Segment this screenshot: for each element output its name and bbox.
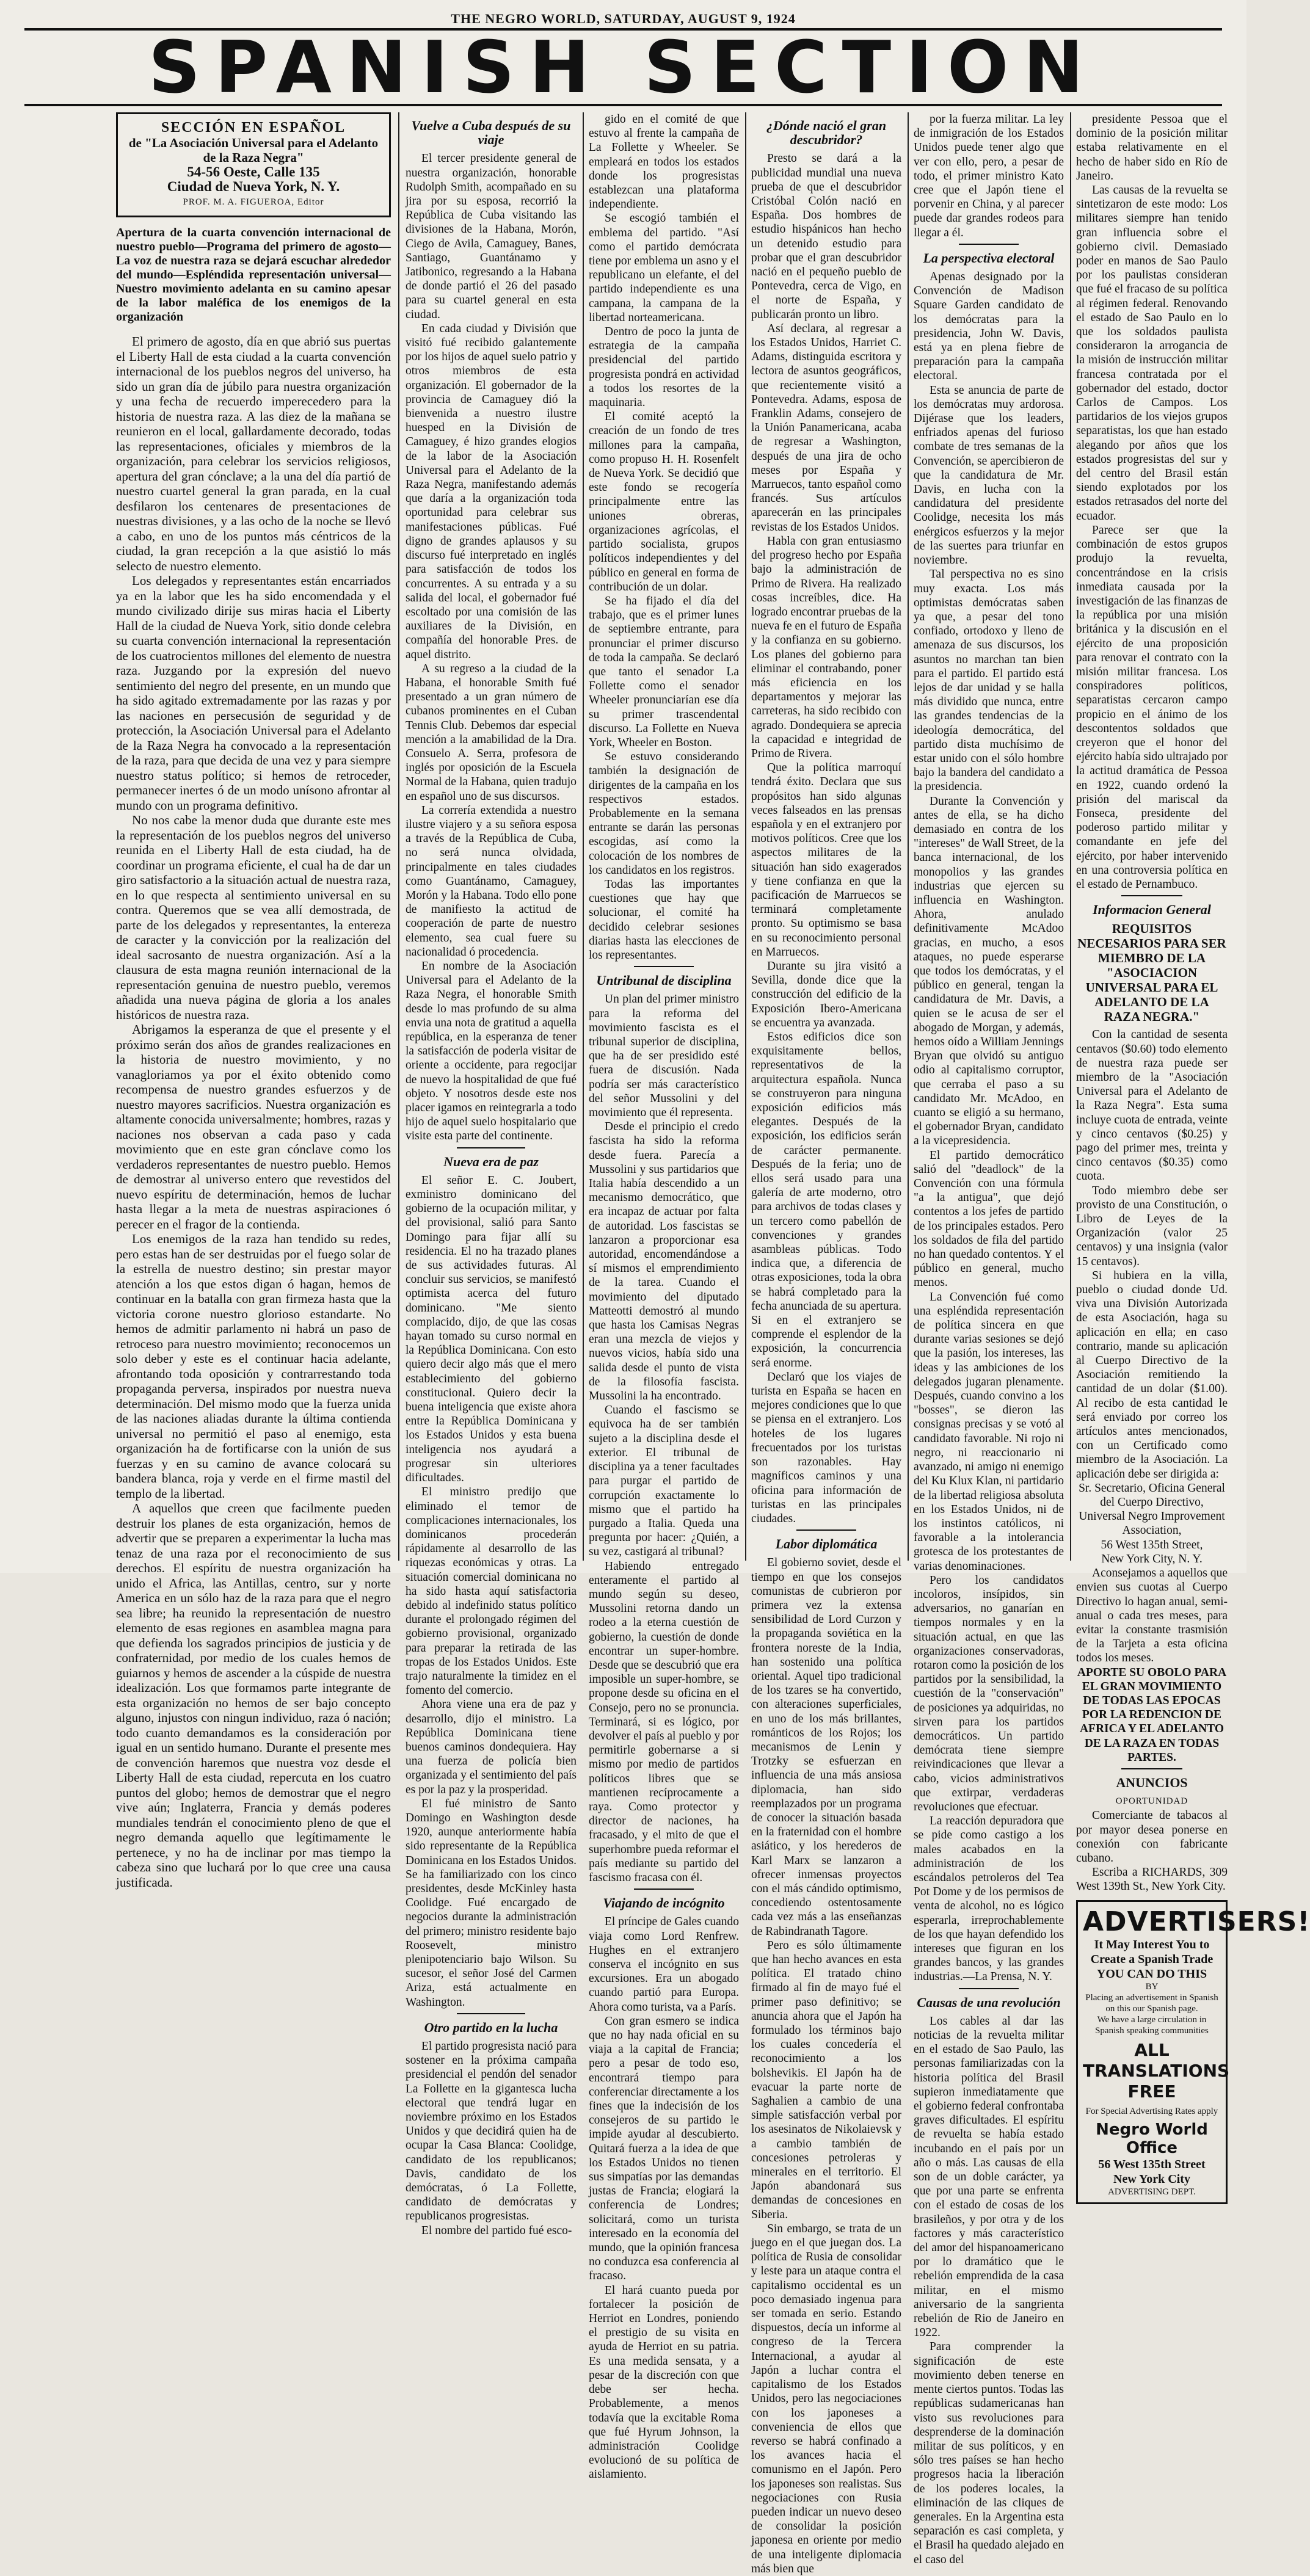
paragraph: Aconsejamos a aquellos que envien sus cuotas al Cuerpo Directivo lo hagan anual, semi-anual o cada tres meses, para evitar la constante trasmisión de la Tarjeta a esta oficina todos los meses. [1076,1567,1228,1665]
lead-paragraph: Abrigamos la esperanza de que el presente y el próximo serán dos años de grandes realizaciones en la historia de nuestro movimiento, y no vanagloriamos ya por el éxito obtenido como recompensa de nuestro grandes esfuerzos y de nuestro mayores sacrificios. Nuestra organización es altamente conocida universalmente; hombres, razas y naciones nos observan a cada paso y cada movimiento que en este gran cónclave como los verdaderos representantes de nuestro pueblo. Hemos de demostrar al universo entero que revestidos del nuevo espíritu de determinación, hemos de luchar hasta llegar a la meta de nuestras aspiraciones ó perecer en el fragor de la contienda. [116,1022,391,1232]
article-separator [634,1888,694,1890]
masthead-editor: PROF. M. A. FIGUEROA, Editor [183,197,324,207]
article-headline: Causas de una revolución [917,1994,1061,2010]
paragraph: Declaró que los viajes de turista en España se hacen en mejores condiciones que lo que se piensa en el extranjero. Los hoteles de los lugares frecuentados por los turistas son razonables. Hay magníficos caminos y una oficina para información de turistas en las principales ciudades. [751,1370,901,1525]
column-rule [583,112,584,1561]
lead-paragraph: Los delegados y representantes están encarriados ya en la labor que les ha sido encomendada y el mundo civilizado dirije sus miras hacia el Liberty Hall de la ciudad de Nueva York, sitio donde celebra su cuarta convención internacional la representación de los cuatrocientos millones del elemento de nuestra raza. Juzgando por la expresión del nuevo sentimiento del negro del presente, en un mundo que ha sido agitado extremadamente por las razas y por las naciones en persecusión de seguridad y de protección, la Asociación Universal para el Adelanto de la Raza Negra ha convocado a la representación de la raza, para que decida de una vez y para siempre nuestro status político; si hemos de retroceder, permanecer inertes ó de un modo unísono afrontar al mundo con un programa definitivo. [116,573,391,813]
article-separator [959,1988,1019,1989]
ad-line: BY [1145,1981,1159,1992]
column-4 [751,112,901,2575]
paragraph: Se escogió también el emblema del partido. "Así como el partido demócrata tiene por emblema un asno y el republicano un elefante, el del partido independiente es una campana, la campana de la libertad norteamericana. [589,212,739,324]
paragraph: Dentro de poco la junta de estrategia de la campaña presidencial del partido progresista pondrá en actividad a todos los resortes de la maquinaria. [589,325,739,410]
column-6 [1076,112,1310,2197]
column-3 [589,112,739,2481]
lead-paragraph: A aquellos que creen que facilmente pueden destruir los planes de esta organización, hemos de advertir que se preparen a experimentar la lucha mas tenaz de una raza por el reconocimiento de sus derechos. El espíritu de nuestra organización ha unido el Africa, las Antillas, centro, sur y norte America en un sólo haz de la raza para que el negro sea libre; ha reunido la representación de nuestro elemento de esas regiones en asamblea magna para que defienda los sagrados principios de justicia y de confraternidad, por medio de los cuales hemos de guiarnos y hemos de ascender a la cúspide de nuestra idealización. Los que formamos parte integrante de esta organización no hemos de ser bajo concepto alguno, injustos con ningun individuo, raza ó nación; todo cuanto demandamos es la consideración por igual en un sentido humano. Durante el presente mes de convención haremos que nuestra voz desde el Liberty Hall de esta ciudad, repercuta en los cuatro puntos del globo; hemos de demostrar que el negro vive aún; Inglaterra, Francia y demás poderes mundiales tendrán el conocimiento pleno de que el negro demanda aquello que legítimamente le pertenece, y no ha de inclinar por mas tiempo la cabeza sino que luchará por lo que cree una causa justificada. [116,1501,391,1890]
paragraph: Tal perspectiva no es sino muy exacta. Los más optimistas demócratas saben ya que, a pesar del tono confiado, ortodoxo y lleno de amenaza de sus discursos, los asuntos no marchan tan bien para el partido. El partido está lejos de dar unidad y se halla más dividido que nunca, entre las grandes tendencias de la ideología democrática, del partido dista muchísimo de estar unido con el sólo hombre bajo la bandera del candidato a la presidencia. [914,568,1064,794]
masthead-address: 54-56 Oeste, Calle 135 [187,164,320,180]
address-line: Universal Negro Improvement Association, [1079,1510,1225,1537]
lead-paragraph: El primero de agosto, día en que abrió sus puertas el Liberty Hall de esta ciudad a la cuarta convención internacional de los pueblos negros del universo, ha sido un gran día de júbilo para nuestra organización y una fecha de recuerdo imperecedero para la historia de nuestra raza. A las diez de la mañana se reunieron en el local, gallardamente decorado, todas las representaciones, oficiales y miembros de la organización, para celebrar los servicios religiosos, apertura del gran cónclave; a la una del día partió de nuestro cuartel general la gran parada, en la cual desfilaron los centenares de presentaciones de nuestras divisiones, y a las ocho de la noche se llevó a cabo, en uno de los puntos más céntricos de la ciudad, la gran recepción a la que asistió lo más selecto de nuestro elemento. [116,334,391,573]
paragraph: Pero los candidatos incoloros, insípidos, sin adversarios, no ganarían en tiempos normales y en la situación actual, en que las organizaciones conservadoras, rotaron como la posición de los partidos por la sensibilidad, la cuestión de la "conservación" de posiciones ya adquiridas, no sirven para los partidos democráticos. Un partido demócrata tiene siempre reivindicaciones que llevar a cabo, vicios administrativos que extirpar, verdaderas revoluciones que efectuar. [914,1573,1064,1813]
paragraph: Que la política marroquí tendrá éxito. Declara que sus propósitos han sido algunas veces falseados en las prensas española y en el extranjero por motivos políticos. Cree que los aspectos militares de la situación han sido exagerados y tiene confianza en que la pacificación de Marruecos se terminará completamente pronto. Su optimismo se basa en su reconocimiento personal en Marruecos. [751,761,901,959]
paragraph: Todo miembro debe ser provisto de una Constitución, o Libro de Leyes de la Organización (valor 25 centavos) y una insignia (valor 15 centavos). [1076,1184,1228,1268]
masthead-city: Ciudad de Nueva York, N. Y. [167,179,340,194]
ad-office: Negro World Office [1096,2120,1208,2157]
paragraph: Con gran esmero se indica que no hay nada oficial en su viaja a la capital de Francia; pero a pesar de todo eso, encontrará tiempo para conferenciar directamente a los fines que la indecisión de los consejeros de su partido le impide ayudar al descubierto. Quitará fuerza a la idea de que los Estados Unidos no tienen sus simpatías por las demandas justas de Francia; elogiará la conferencia de Londres; solicitará, como un turista interesado en la economía del mundo, que la opinión francesa no conduzca esa conferencia al fracaso. [589,2014,739,2283]
paragraph: Habiendo entregado enteramente el partido al mundo según su deseo, Mussolini retorna dando un rodeo a la eterna cuestión de gobierno, la cuestión de donde encontrar un super-hombre. Desde que se descubrió que era imposible un super-hombre, se propone desde su oficina en el Consejo, pero no se pronuncia. Terminará, si es lógico, por devolver el país al pueblo y por permitirle gobernarse a si mismo por medio de partidos políticos libres que se mantienen recíprocamente a raya. Como protector y director de naciones, ha fracasado, y el mito de que el superhombre pueda reformar el país mediante su partido del fascismo fracasa con él. [589,1559,739,1884]
paragraph: Se estuvo considerando también la designación de dirigentes de la campaña en los respectivos estados. Probablemente en la semana entrante se darán las personas escogidas, así como la colocación de los nombres de los candidatos en los registros. [589,750,739,877]
ads-subheadline: OPORTUNIDAD [1115,1796,1188,1807]
classified-ad: Comerciante de tabacos al por mayor desea ponerse en conexión con fabricante cubano. [1076,1809,1228,1865]
article-headline: ¿Dónde nació el gran descubridor? [766,118,887,148]
appeal-text: APORTE SU OBOLO PARA EL GRAN MOVIMIENTO DE TODAS LAS EPOCAS POR LA REDENCION DE AFRICA Y EL ADELANTO DE LA RAZA EN TODAS PARTES. [1077,1666,1227,1764]
banner-title: SPANISH SECTION [148,25,1099,109]
ad-line: YOU CAN DO THIS [1096,1967,1207,1981]
paragraph: En cada ciudad y División que visitó fué recibido galantemente por los hijos de aquel suelo patrio y otros miembros de esta organización. El gobernador de la provincia de Camaguey dió la bienvenida a nuestro ilustre huesped en la División de Camaguey, é hizo grandes elogios de la labor de la Asociación Universal para el Adelanto de la Raza Negra, manifestando además que daría a la organización toda oportunidad para celebrar sus manifestaciones públicas. Fué digno de grandes aplausos y su discurso fué interpretado en inglés para satisfacción de todos los concurrentes. A su entrada y a su salida del local, el gobernador fué escoltado por una comisión de las auxiliares de la División, en compañía del honorable Pres. de aquel distrito. [406,322,577,661]
paragraph: Las causas de la revuelta se sintetizaron de este modo: Los militares siempre han tenido gran influencia sobre el gobierno civil. Demasiado poder en manos de Sao Paulo por los paulistas consideran que fué el fracaso de su política al régimen federal. Renovando el estado de Sao Paulo en lo que los soldados paulista consideraron la arrogancia de la misión de instrucción militar francesa contratada por el gobernador del estado, doctor Carlos de Campos. Los partidarios de los viejos grupos separatistas, los que han estado alegando por años que los estados progresistas del sur y del centro del Brasil están siendo explotados por los estados retrasados del norte del ecuador. [1076,184,1228,523]
paragraph: presidente Pessoa que el dominio de la posición militar estaba relativamente en el hecho de haber sido en Río de Janeiro. [1076,113,1228,183]
article-separator [1121,1768,1182,1769]
masthead-title: SECCIÓN EN ESPAÑOL [161,120,346,136]
column-5 [914,112,1064,2566]
paragraph: El gobierno soviet, desde el tiempo en que los consejos comunistas de cubrieron por primera vez la extensa sensibilidad de Lord Curzon y la propaganda soviética en la frontera noreste de la India, han sostenido una política oriental. Aquel tipo tradicional de los tzares se ha convertido, con alteraciones superficiales, en uno de los más brillantes, románticos de los Rojos; los mecanismos de Lenin y Trotzky se esfuerzan en influencia de una más ansiosa diplomacia, han sido reemplazados por un programa de conocer la situación basada en la fraternidad con el hombre asiático, y los herederos de Karl Marx se lanzaron a ofrecer inmensas proyectos con el más cándido optimismo, concediendo ostentosamente cada vez más a las enseñanzas de Rabindranath Tagore. [751,1556,901,1938]
ad-line: ADVERTISING DEPT. [1108,2186,1196,2197]
article-headline: Informacion General [1093,902,1211,918]
address-line: New York City, N. Y. [1101,1552,1203,1566]
paragraph: El fué ministro de Santo Domingo en Washington desde 1920, aunque anteriormente había sido representante de la República Dominicana en los Estados Unidos. Se ha familiarizado con los cinco presidentes, desde McKinley hasta Coolidge. Fué encargado de negocios durante la administración del primero; ministro residente bajo Roosevelt, ministro plenipotenciario bajo Wilson. Su sucesor, el señor José del Carmen Ariza, está actualmente en Washington. [406,1797,577,2009]
article-headline: Nueva era de paz [443,1153,539,1169]
paragraph: La reacción depuradora que se pide como castigo a los males acabados en la administración de los escándalos petroleros del Tea Pot Dome y de los permisos de venta de alcohol, no es lógico esperarla, irreprochablemente de los que hayan defendido los intereses que figuran en los grandes bancos, y las grandes industrias.—La Prensa, N. Y. [914,1815,1064,1984]
paragraph: El ministro predijo que eliminado el temor de complicaciones internacionales, los dominicanos procederán rápidamente al desarrollo de las riquezas económicas y otras. La situación comercial dominicana no ha sido hasta aquí satisfactoria debido al indefinido status político durante el prolongado régimen del gobierno provisional, organizado para preparar la retirada de las tropas de los Estados Unidos. Este trajo naturalmente la timidez en el fomento del comercio. [406,1486,577,1697]
advertisers-box [1076,1900,1310,2204]
paragraph: El partido progresista nació para sostener en la próxima campaña presidencial el pendón del senador La Follette en la gigantesca lucha electoral que tendrá lugar en noviembre próximo en los Estados Unidos y que decidirá quien ha de ocupar la Casa Blanca: Coolidge, candidato de los republicanos; Davis, candidato de los demócratas, ó La Follette, candidato de demócratas y republicanos progresistas. [406,2040,577,2223]
column-rule [1070,112,1071,1561]
paragraph: El hará cuanto pueda por fortalecer la posición de Herriot en Londres, poniendo el prestigio de su visita en ayuda de Herriot en su patria. Es una medida sensata, y a pesar de la discreción con que debe ser hecha. Probablemente, a menos todavía que la excitable Roma que fué Hyrum Johnson, la administración Coolidge evolucionó de su política de aislamiento. [589,2284,739,2481]
masthead-org: de "La Asociación Universal para el Adelanto de la Raza Negra" [128,135,379,165]
paragraph: Estos edificios dice son exquisitamente bellos, representativos de la arquitectura española. Nunca se construyeron para ninguna exposición edificios más elegantes. Después de la exposición, los edificios serán de carácter permanente. Después de la feria; uno de ellos será usado para una galería de arte moderno, otro para archivos de todas clases y un tercero como pabellón de convenciones y grandes asambleas públicas. Todo indica que, a diferencia de otras exposiciones, toda la obra se habrá completado para la fecha anunciada de su apertura. Si en el extranjero se comprende el esplendor de la exposición, la concurrencia será enorme. [751,1031,901,1370]
paragraph: Pero es sólo últimamente que han hecho avances en esta política. El tratado chino firmado al fin de mayo fué el primer paso definitivo; se anuncia ahora que el Japón ha formulado los términos bajo los cuales concedería el reconocimiento a los bolshevikis. El Japón ha de evacuar la parte norte de Saghalien a cambio de una simple satisfacción verbal por los asesinatos de Nikolaievsk y a cambio también de concesiones petroleras y minerales en el territorio. El Japón abandonará sus demandas de concesiones en Siberia. [751,1939,901,2221]
paragraph: A su regreso a la ciudad de la Habana, el honorable Smith fué presentado a un gran número de cubanos prominentes en el Cuban Tennis Club. Debemos dar especial mención a la amabilidad de la Dra. Consuelo A. Serra, profesora de inglés por oposición de la Escuela Normal de la Habana, quien tradujo en español uno de sus discursos. [406,662,577,803]
paragraph: Ahora viene una era de paz y desarrollo, dijo el ministro. La República Dominicana tiene buenos caminos dondequiera. Hay una fuerza de policía bien organizada y el sentimiento del país es por la paz y la prosperidad. [406,1698,577,1796]
paragraph: Un plan del primer ministro para la reforma del movimiento fascista es el tribunal superior de disciplina, que ha de ser presidido esté fuera de discusión. Nada podría ser más característico del señor Mussolini y del movimiento que él representa. [589,993,739,1120]
article-separator [457,2013,525,2014]
paragraph: Durante la Convención y antes de ella, se ha dicho demasiado en contra de los "intereses" de Wall Street, de la banca internacional, de los monopolios y las grandes industrias que ejercen su influencia en Washington. Ahora, anulado definitivamente McAdoo gracias, en mucho, a esos ataques, no puede esperarse que todos los demócratas, y el público en general, tengan la candidatura de Mr. Davis, a quien se le acusa de ser el abogado de Morgan, y además, hemos oído a William Jennings Bryan que olvidó su antiguo odio al capitalismo corruptor, que cerraba el paso a su candidato Mr. McAdoo, en cuanto se eligió a su hermano, el gobernador Bryan, candidato a la vicepresidencia. [914,794,1064,1148]
paragraph: El príncipe de Gales cuando viaja como Lord Renfrew. Hughes en el extranjero conserva el incógnito en sus excursiones. Era un abogado cuando partió para Europa. Ahora como turista, va a París. [589,1915,739,2014]
paragraph: por la fuerza militar. La ley de inmigración de los Estados Unidos puede tener algo que ver con ello, pero, a pesar de todo, el primer ministro Kato cree que el Japón tiene el porvenir en China, y al parecer puede dar grandes rodeos para llegar a él. [914,113,1064,239]
ad-line: Placing an advertisement in Spanish on this our Spanish page. [1085,1992,1218,2014]
address-line: Sr. Secretario, Oficina General del Cuerpo Directivo, [1079,1481,1225,1509]
article-headline: Vuelve a Cuba después de su viaje [411,118,571,148]
article-separator [959,244,1019,245]
paragraph: El señor E. C. Joubert, exministro dominicano del gobierno de la ocupación militar, y del provisional, salió para Santo Domingo para fijar allí su residencia. El no ha trazado planes de sus actividades futuras. Al concluir sus servicios, se manifestó optimista acerca del futuro dominicano. "Me siento complacido, dijo, de que las cosas hayan tomado su curso normal en la República Dominicana. Con esto quiero decir algo más que el mero establecimiento del gobierno constitucional. Quiero decir la buena inteligencia que existe ahora entre la República Dominicana y los Estados Unidos y esta buena inteligencia nos ayudará a progresar sin ulteriores dificultades. [406,1174,577,1485]
ad-line: 56 West 135th Street [1098,2157,1206,2171]
ad-highlight: ALL TRANSLATIONS FREE [1083,2039,1230,2102]
ad-line: We have a large circulation in Spanish speaking communities [1095,2014,1209,2036]
paragraph: Se ha fijado el día del trabajo, que es el primer lunes de septiembre entrante, para pronunciar el primer discurso de toda la campaña. Se declaró que tanto el senador La Follette como el senador Wheeler pronunciarían ese día su primer trascendental discurso. La Follette en Nueva York, Wheeler en Boston. [589,594,739,749]
paragraph: Sin embargo, se trata de un juego en el que juegan dos. La política de Rusia de consolidar y leste para un ataque contra el capitalismo occidental es un poco demasiado ingenua para ser tomada en serio. Estando dispuestos, decía un informe al congreso de la Tercera Internacional, a ayudar al Japón a luchar contra el capitalismo de los Estados Unidos, pero las negociaciones con los japoneses a conveniencia de ellos que reverso se habrá confinado a los avances hacia el comunismo en el Japón. Pero los japoneses son realistas. Sus negociaciones con Rusia pueden indicar un nuevo deseo de consolidar la posición japonesa en oriente por medio de una inteligente diplomacia más bien que [751,2222,901,2575]
ads-headline: ANUNCIOS [1116,1774,1188,1790]
paragraph: Presto se dará a la publicidad mundial una nueva prueba de que el descubridor Cristóbal Colón nació en España. Dos hombres de estudio hispánicos han hecho un detenido estudio para probar que el gran descubridor nació en el pequeño pueblo de Pontevedra, cerca de Vigo, en el norte de España, y publicarán pronto un libro. [751,152,901,321]
paragraph: gido en el comité de que estuvo al frente la campaña de La Follette y Wheeler. Se empleará en todos los estados donde los progresistas establezcan una plataforma independiente. [589,113,739,211]
column-rule [745,112,746,1561]
ad-line: It May Interest You to Create a Spanish Trade [1090,1937,1214,1966]
article-headline: Otro partido en la lucha [424,2019,558,2035]
paragraph: El comité aceptó la creación de un fondo de tres millones para la campaña, como propuso H. H. Rosenfelt de Nueva York. Se decidió que este fondo se recogería principalmente entre las uniones obreras, organizaciones agrícolas, el partido socialista, grupos políticos independientes y del público en general en forma de contribución de un dolar. [589,410,739,593]
running-head: THE NEGRO WORLD, SATURDAY, AUGUST 9, 1924 [451,11,796,26]
article-headline: Untribunal de disciplina [596,973,732,989]
article-headline: Viajando de incógnito [603,1895,725,1911]
lead-article-column [116,112,391,1890]
column-rule [908,112,909,1561]
article-separator [634,966,694,967]
article-headline: La perspectiva electoral [923,250,1055,266]
article-separator [1121,895,1182,896]
paragraph: Para comprender la significación de este movimiento deben tenerse en mente ciertos puntos. Todas las repúblicas sudamericanas han visto sus revoluciones para desprenderse de la dominación militar de sus políticos, y en sólo tres países se han hecho progresos hacia la liberación de los poderes locales, la eliminación de las cliques de generales. En la Argentina esta separación es casi completa, y el Brasil ha quedado alejado en el caso del [914,2340,1064,2566]
column-rule [398,112,399,1561]
paragraph: Si hubiera en la villa, pueblo o ciudad donde Ud. viva una División Autorizada de esta Asociación, haga su aplicación en ella; en caso contrario, mande su aplicación al Cuerpo Directivo de la Asociación remitiendo la cantidad de un dolar ($1.00). Al recibo de esta cantidad le será enviado por correo los artículos antes mencionados, con un Certificado como miembro de la Asociación. La aplicación debe ser dirigida a: [1076,1269,1228,1481]
paragraph: El tercer presidente general de nuestra organización, honorable Rudolph Smith, acompañado en su jira por su esposa, recorrió la República de Cuba visitando las divisiones de la Habana, Morón, Ciego de Avila, Camaguey, Banes, Santiago, Guantánamo y Jatibonico, regresando a la Habana de donde partió el 26 del pasado para su cuartel general en esta ciudad. [406,152,577,321]
article-separator [796,1529,856,1531]
paragraph: Esta se anuncia de parte de los demócratas muy ardorosa. Dijérase que los leaders, enfriados apenas del furioso combate de tres semanas de la Convención, se apercibieron de que la candidatura de Mr. Davis, en lucha con la candidatura del presidente Coolidge, necesita los más enérgicos esfuerzos y la mejor de las suertes para triunfar en noviembre. [914,383,1064,567]
ad-line: For Special Advertising Rates apply [1085,2106,1218,2116]
lead-paragraph: Los enemigos de la raza han tendido su redes, pero estas han de ser destruidas por el fuego solar de la estrella de nuestro destino; sin prestar mayor atención a los que estos digan ó hagan, hemos de continuar en la batalla con gran firmeza hasta que la victoria corone nuestro glorioso estandarte. No hemos de admitir parlamento ni habrá un paso de retroceso para nuestro movimiento; reconocemos un solo deber y este es el continuar hacia adelante, afrontando toda oposición y contrarrestando toda propaganda perversa, inspirados por nuestra nueva determinación. Del mismo modo que la fuerza unida de las naciones aliadas durante la última contienda universal no permitió el paso al enemigo, esta organización ha de fortificarse con la unión de sus fuerzas y en su camino de avance colocará su bandera blanca, roja y verde en el firme mastil del templo de la libertad. [116,1232,391,1501]
ad-title: ADVERTISERS! [1083,1906,1310,1937]
paragraph: El partido democrático salió del "deadlock" de la Convención con una fórmula "a la antigua", que dejó contentos a los jefes de partido de los principales estados. Pero los soldados de fila del partido no han quedado contentos. Y el público en general, mucho menos. [914,1148,1064,1290]
column-2 [406,112,577,2237]
paragraph: Habla con gran entusiasmo del progreso hecho por España bajo la administración de Primo de Rivera. Ha realizado cosas increíbles, dice. Ha logrado encontrar pruebas de la nueva fe en el futuro de España y la confianza en su gobierno. Los planes del gobierno para eliminar el contrabando, poner más eficiencia en los departamentos y mejorar las carreteras, ha sido recibido con agrado. Dondequiera se aprecia la capacidad e integridad de Primo de Rivera. [751,534,901,760]
paragraph: Los cables al dar las noticias de la revuelta militar en el estado de Sao Paulo, las personas familiarizadas con la historia política del Brasil supieron inmediatamente que el gobierno federal confrontaba graves dificultades. El espíritu de revuelta se había estado incubando en el país por un año o más. Las causas de ella son de un doble carácter, ya que por una parte se enfrenta con el estado de cosas de los brasileños, y por otra y de los factores y más característico del amor del hispanoamericano por lo dramático que le rebelión emprendida de la casa militar, en el mismo aniversario de la sangrienta rebelión de Rio de Janeiro en 1922. [914,2014,1064,2340]
paragraph: Durante su jira visitó a Sevilla, donde dice que la construcción del edificio de la Exposición Ibero-Americana se encuentra ya avanzada. [751,959,901,1029]
paragraph: Todas las importantes cuestiones que hay que solucionar, el comité ha decidido celebrar sesiones diarias hasta las elecciones de los representantes. [589,877,739,962]
paragraph: La correría extendida a nuestro ilustre viajero y a su señora esposa a través de la República de Cuba, no será nunca olvidada, principalmente en tales ciudades como Guantánamo, Camaguey, Morón y la Habana. Todo ello pone de manifiesto la actitud de cooperación de parte de nuestro elemento, sea cual fuere su nacionalidad ó procedencia. [406,804,577,959]
requirements-headline: REQUISITOS NECESARIOS PARA SER MIEMBRO DE LA "ASOCIACION UNIVERSAL PARA EL ADELANTO DE LA RAZA NEGRA." [1077,921,1226,1025]
paragraph: Con la cantidad de sesenta centavos ($0.60) todo elemento de nuestra raza puede ser miembro de la "Asociación Universal para el Adelanto de la Raza Negra". Esta suma incluye cuota de entrada, veinte y cinco centavos ($0.25) y pago del primer mes, treinta y cinco centavos ($0.35) como cuota. [1076,1028,1228,1183]
ad-line: New York City [1113,2172,1190,2186]
paragraph: Cuando el fascismo se equivoca ha de ser también sujeto a la disciplina desde el exterior. El tribunal de disciplina ya a tener facultades para purgar el partido de corrupción exactamente lo mismo que el partido ha purgado a Italia. Queda una pregunta por hacer: ¿Quién, a su vez, castigará al tribunal? [589,1404,739,1559]
classified-ad-contact: Escriba a RICHARDS, 309 West 139th St., New York City. [1076,1866,1228,1893]
paragraph: El nombre del partido fué esco- [421,2224,572,2237]
paragraph: Desde el principio el credo fascista ha sido la reforma desde fuera. Parecía a Mussolini y sus partidarios que Italia había descendido a un mecanismo democrático, que era incapaz de actuar por falta de autoridad. Los fascistas se lanzaron a proporcionar esa autoridad, encomendándose a sí mismos el emprendimiento de la tarea. Cuando el movimiento del diputado Matteotti demostró al mundo que hasta los Camisas Negras eran una mezcla de viejos y nuevos vicios, había sido una salida desde el punto de vista de la filosofía fascista. Mussolini la ha encontrado. [589,1120,739,1403]
lead-paragraph: No nos cabe la menor duda que durante este mes la representación de los pueblos negros del universo reunida en el Liberty Hall de esta ciudad, ha de coordinar un programa eficiente, el cual ha de dar un giro satisfactorio a la situación actual de nuestra raza, en lo que respecta al sentimiento universal en su contra. Queremos que se vea allí demostrada, de parte de los delegados y representantes, la entereza de caracter y la convicción por la realización del ideal sacrosanto de nuestra organización. Así a la clausura de esta magna reunión internacional de la representación genuina de nuestro pueblo, veremos añadida una nueva página de gloria a los anales históricos de nuestra raza. [116,813,391,1022]
lead-headline: Apertura de la cuarta convención internacional de nuestro pueblo—Programa del primero de agosto—La voz de nuestra raza se dejará escuchar alrededor del mundo—Espléndida representación universal—Nuestro movimiento adelanta en su camino apesar de la labor maléfica de los enemigos de la organización [116,226,391,324]
paragraph: Apenas designado por la Convención de Madison Square Garden candidato de los demócratas para la presidencia, John W. Davis, está ya en plena fiebre de preparación para la campaña electoral. [914,270,1064,383]
article-headline: Labor diplomática [775,1536,878,1552]
paragraph: Así declara, al regresar a los Estados Unidos, Harriet C. Adams, distinguida escritora y lectora de asuntos geográficos, que recientemente visitó a Pontevedra. Adams, esposa de Franklin Adams, consejero de la Unión Panamericana, acaba de regresar a Washington, después de una jira de ocho meses por España y Marruecos, tanto español como francés. Sus artículos aparecerán en las principales revistas de los Estados Unidos. [751,322,901,534]
paragraph: Parece ser que la combinación de estos grupos produjo la revuelta, concentrándose en la crisis inmediata causada por la investigación de las finanzas de la república por una misión británica y la discusión en el ejército de una proposición para renovar el contrato con la misión militar francesa. Los conspiradores políticos, separatistas cercaron campo propicio en el ánimo de los descontentos soldados que creyeron que el honor del ejército había sido ultrajado por la actitud dramática de Pessoa en 1922, cuando ordenó la prisión del mariscal da Fonseca, presidente del poderoso partido militar y comandante en jefe del ejército, por haber intervenido en una controversia política en el estado de Pernambuco. [1076,523,1228,891]
address-line: 56 West 135th Street, [1101,1538,1203,1551]
article-separator [457,1147,525,1148]
section-banner [24,25,1222,109]
section-masthead [116,112,391,217]
paragraph: La Convención fué como una espléndida representación de política sincera en que durante varias sesiones se dejó que la pasión, los intereses, las ideas y las ambiciones de los delegados jugaran plenamente. Después, cuando convino a los "bosses", se dieron las consignas precisas y se votó al candidato favorable. Ni rojo ni negro, ni reaccionario ni avanzado, ni amigo ni enemigo del Ku Klux Klan, ni partidario de la libertad religiosa absoluta en los Estados Unidos, ni de los instintos católicos, ni favorable a la intolerancia grotesca de los protestantes de varias denominaciones. [914,1290,1064,1573]
paragraph: En nombre de la Asociación Universal para el Adelanto de la Raza Negra, el honorable Smith desde lo mas profundo de su alma envia una nota de gratitud a aquella república, en la esperanza de tener la satisfacción de poderla visitar de oriente a occidente, para regocijar de nuevo la hospitalidad de que fué objeto. Y nosotros desde este nos placer igamos en reintegrarla a todo hijo de aquel suelo hospitalario que visite esta parte del continente. [406,959,577,1143]
